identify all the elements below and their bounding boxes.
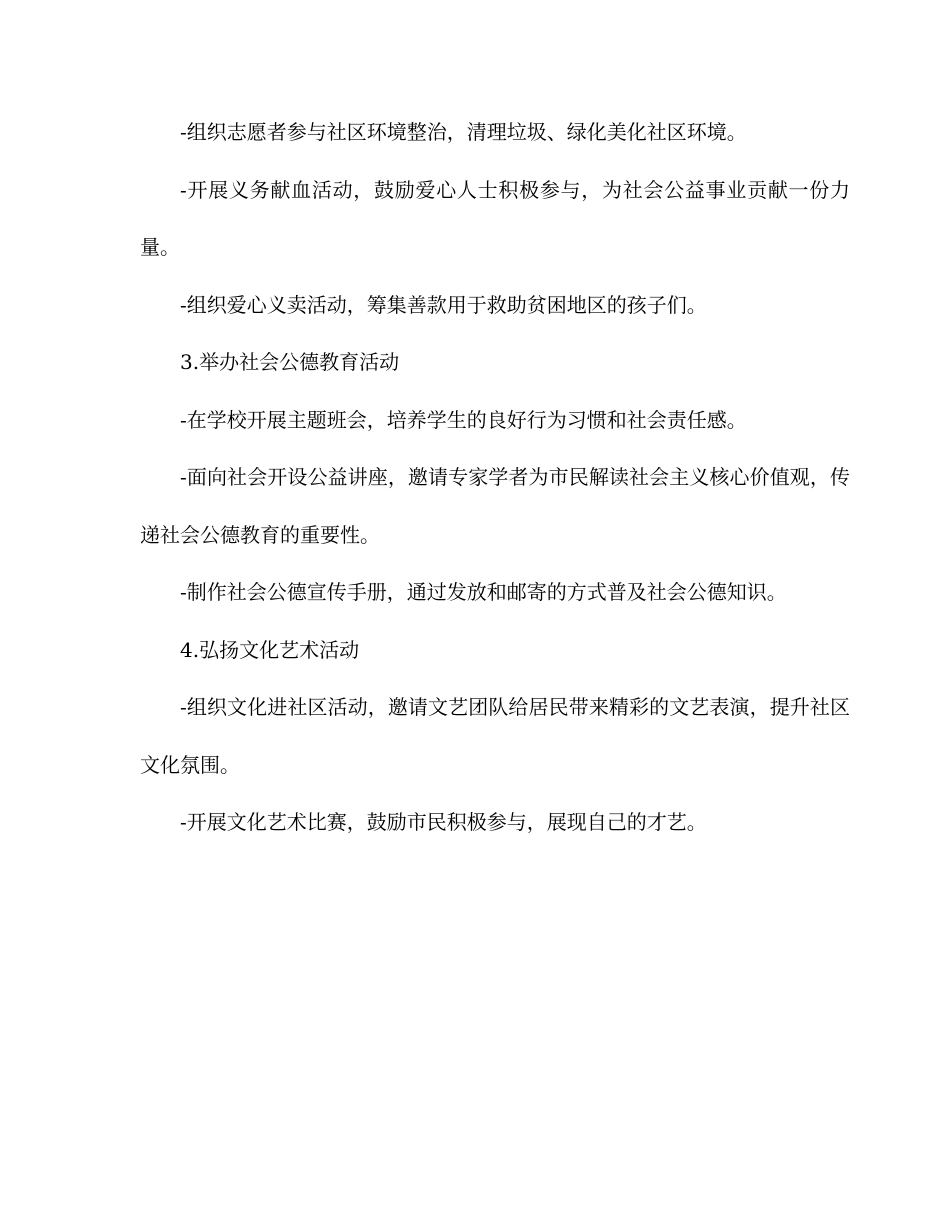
paragraph-blood-donation: -开展义务献血活动，鼓励爱心人士积极参与，为社会公益事业贡献一份力量。 <box>140 177 850 259</box>
paragraph-art-contest: -开展文化艺术比赛，鼓励市民积极参与，展现自己的才艺。 <box>180 810 707 834</box>
paragraph-handbook: -制作社会公德宣传手册，通过发放和邮寄的方式普及社会公德知识。 <box>180 580 787 604</box>
section-heading-3: 3.举办社会公德教育活动 <box>180 350 400 374</box>
section-heading-4: 4.弘扬文化艺术活动 <box>180 637 360 662</box>
paragraph-charity-sale: -组织爱心义卖活动，筹集善款用于救助贫困地区的孩子们。 <box>180 292 707 317</box>
paragraph-class-meeting: -在学校开展主题班会，培养学生的良好行为习惯和社会责任感。 <box>180 407 747 432</box>
paragraph-volunteer-environment: -组织志愿者参与社区环境整治，清理垃圾、绿化美化社区环境。 <box>180 120 747 144</box>
paragraph-culture-community: -组织文化进社区活动，邀请文艺团队给居民带来精彩的文艺表演，提升社区文化氛围。 <box>140 695 850 777</box>
paragraph-public-lecture: -面向社会开设公益讲座，邀请专家学者为市民解读社会主义核心价值观，传递社会公德教育的重要性。 <box>140 465 850 547</box>
